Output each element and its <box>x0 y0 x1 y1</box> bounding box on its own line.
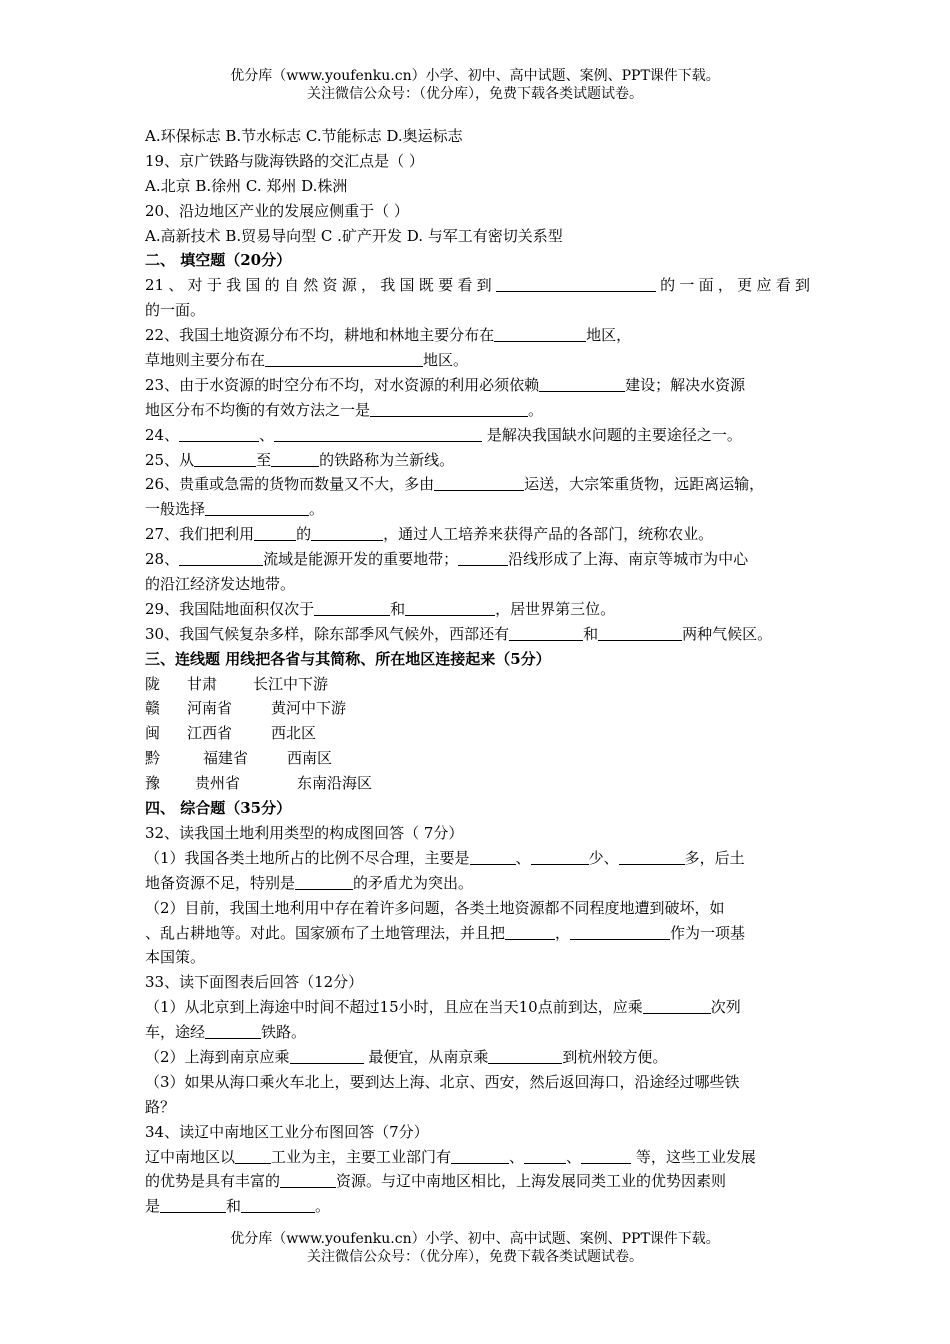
answer-blank[interactable] <box>280 1171 336 1188</box>
region-name[interactable]: 东南沿海区 <box>297 774 373 793</box>
q33-p3-line-1: （3）如果从海口乘火车北上，要到达上海、北京、西安，然后返回海口，沿途经过哪些铁 <box>145 1072 740 1091</box>
answer-blank[interactable] <box>290 1047 364 1064</box>
province-name[interactable]: 福建省 <box>203 749 249 768</box>
answer-blank[interactable] <box>194 450 256 467</box>
page-footer <box>0 1230 950 1266</box>
answer-blank[interactable] <box>505 923 555 940</box>
answer-blank[interactable] <box>235 1147 271 1164</box>
q19-stem: 19、京广铁路与陇海铁路的交汇点是（ ） <box>145 151 424 170</box>
answer-blank[interactable] <box>598 624 682 641</box>
province-name[interactable]: 甘肃 <box>187 674 218 693</box>
page-header <box>0 67 950 103</box>
q33-p1-line-2: 车，途经 铁路。 <box>145 1023 307 1042</box>
matching-row <box>145 771 810 796</box>
q34-line-1: 辽中南地区以 工业为主，主要工业部门有 、 、 等，这些工业发展 <box>145 1147 756 1166</box>
q29-line: 29、我国陆地面积仅次于 和 ，居世界第三位。 <box>145 599 616 618</box>
q30-line: 30、我国气候复杂多样，除东部季风气候外，西部还有 和 两种气候区。 <box>145 624 773 643</box>
answer-blank[interactable] <box>581 1147 631 1164</box>
q20-options: A.高新技术 B.贸易导向型 C .矿产开发 D. 与军工有密切关系型 <box>145 226 563 245</box>
exam-content <box>145 124 810 1219</box>
header-line-2: 关注微信公众号：（优分库），免费下载各类试题试卷。 <box>307 86 643 102</box>
q32-stem: 32、读我国土地利用类型的构成图回答（ 7分） <box>145 823 464 842</box>
q28-line-1: 28、 流域是能源开发的重要地带； 沿线形成了上海、南京等城市为中心 <box>145 550 749 569</box>
answer-blank[interactable] <box>295 873 353 890</box>
answer-blank[interactable] <box>205 1022 261 1039</box>
q24-line: 24、 、 是解决我国缺水问题的主要途径之一。 <box>145 425 742 444</box>
region-name[interactable]: 西南区 <box>287 749 333 768</box>
answer-blank[interactable] <box>524 1147 566 1164</box>
province-abbr[interactable]: 陇 <box>145 674 161 693</box>
province-name[interactable]: 贵州省 <box>195 774 241 793</box>
region-name[interactable]: 西北区 <box>271 724 317 743</box>
q19-options: A.北京 B.徐州 C. 郑州 D.株洲 <box>145 176 348 195</box>
province-abbr[interactable]: 豫 <box>145 774 161 793</box>
q26-line-2: 一般选择 。 <box>145 500 325 519</box>
q22-line-1: 22、我国土地资源分布不均，耕地和林地主要分布在 地区， <box>145 326 632 345</box>
header-line-1: 优分库（www.youfenku.cn）小学、初中、高中试题、案例、PPT课件下载。 <box>230 68 720 84</box>
q33-p3-line-2: 路？ <box>145 1097 176 1116</box>
footer-line-1: 优分库（www.youfenku.cn）小学、初中、高中试题、案例、PPT课件下载。 <box>230 1231 720 1247</box>
region-name[interactable]: 长江中下游 <box>253 674 329 693</box>
q18-options: A.环保标志 B.节水标志 C.节能标志 D.奥运标志 <box>145 127 463 145</box>
answer-blank[interactable] <box>488 1047 562 1064</box>
q32-p1-line-2: 地备资源不足，特别是 的矛盾尤为突出。 <box>145 873 474 892</box>
province-name[interactable]: 江西省 <box>187 724 233 743</box>
answer-blank[interactable] <box>509 624 583 641</box>
q32-p2-line-2: 、乱占耕地等。对此。国家颁布了土地管理法，并且把 ， 作为一项基 <box>145 923 746 942</box>
footer-line-2: 关注微信公众号：（优分库），免费下载各类试题试卷。 <box>307 1249 643 1265</box>
answer-blank[interactable] <box>241 1196 315 1213</box>
province-name[interactable]: 河南省 <box>187 699 233 718</box>
matching-row <box>145 696 810 721</box>
matching-row <box>145 721 810 746</box>
matching-row <box>145 672 810 697</box>
q27-line: 27、我们把利用 的 ，通过人工培养来获得产品的各部门，统称农业。 <box>145 525 714 544</box>
q32-p2-line-1: （2）目前，我国土地利用中存在着许多问题，各类土地资源都不同程度地遭到破坏，如 <box>145 898 725 917</box>
answer-blank[interactable] <box>494 325 586 342</box>
province-abbr[interactable]: 黔 <box>145 749 161 768</box>
answer-blank[interactable] <box>314 599 390 616</box>
q23-line-2: 地区分布不均衡的有效方法之一是 。 <box>145 400 544 419</box>
answer-blank[interactable] <box>496 275 656 292</box>
answer-blank[interactable] <box>405 599 495 616</box>
answer-blank[interactable] <box>205 499 309 516</box>
answer-blank[interactable] <box>265 350 423 367</box>
answer-blank[interactable] <box>179 425 259 442</box>
q25-line: 25、从 至 的铁路称为兰新线。 <box>145 450 455 469</box>
answer-blank[interactable] <box>434 474 524 491</box>
q33-stem: 33、读下面图表后回答（12分） <box>145 973 364 992</box>
answer-blank[interactable] <box>254 524 296 541</box>
q21-line-1: 21、对于我国的自然资源，我国既要看到 的一面，更应看到 <box>145 276 810 295</box>
answer-blank[interactable] <box>619 848 685 865</box>
answer-blank[interactable] <box>370 400 528 417</box>
q21-line-2: 的一面。 <box>145 301 206 320</box>
answer-blank[interactable] <box>643 997 711 1014</box>
answer-blank[interactable] <box>539 375 625 392</box>
answer-blank[interactable] <box>271 450 319 467</box>
province-abbr[interactable]: 赣 <box>145 699 161 718</box>
q32-p2-line-3: 本国策。 <box>145 948 206 967</box>
answer-blank[interactable] <box>458 549 508 566</box>
q34-stem: 34、读辽中南地区工业分布图回答（7分） <box>145 1122 429 1141</box>
q32-p1-line-1: （1）我国各类土地所占的比例不尽合理，主要是 、 少、 多，后土 <box>145 848 745 867</box>
q34-line-3: 是 和 。 <box>145 1197 331 1216</box>
answer-blank[interactable] <box>311 524 383 541</box>
q34-line-2: 的优势是具有丰富的 资源。与辽中南地区相比，上海发展同类工业的优势因素则 <box>145 1172 727 1191</box>
q26-line-1: 26、贵重或急需的货物而数量又不大，多由 运送，大宗笨重货物，远距离运输， <box>145 475 765 494</box>
answer-blank[interactable] <box>160 1196 226 1213</box>
answer-blank[interactable] <box>451 1147 509 1164</box>
answer-blank[interactable] <box>470 848 516 865</box>
q28-line-2: 的沿江经济发达地带。 <box>145 575 296 594</box>
q23-line-1: 23、由于水资源的时空分布不均，对水资源的利用必须依赖 建设；解决水资源 <box>145 375 746 394</box>
section-2-title: 二、 填空题（20分） <box>145 251 292 270</box>
q20-stem: 20、沿边地区产业的发展应侧重于（ ） <box>145 201 409 220</box>
section-4-title: 四、 综合题（35分） <box>145 799 292 818</box>
province-abbr[interactable]: 闽 <box>145 724 161 743</box>
matching-row <box>145 746 810 771</box>
q33-p1-line-1: （1）从北京到上海途中时间不超过15小时，且应在当天10点前到达，应乘 次列 <box>145 998 741 1017</box>
section-3-title: 三、连线题 用线把各省与其简称、所在地区连接起来（5分） <box>145 649 551 668</box>
answer-blank[interactable] <box>570 923 670 940</box>
q33-p2-line: （2）上海到南京应乘 最便宜，从南京乘 到杭州较方便。 <box>145 1047 668 1066</box>
answer-blank[interactable] <box>531 848 589 865</box>
q22-line-2: 草地则主要分布在 地区。 <box>145 351 469 370</box>
answer-blank[interactable] <box>179 549 263 566</box>
region-name[interactable]: 黄河中下游 <box>271 699 347 718</box>
answer-blank[interactable] <box>274 425 482 442</box>
